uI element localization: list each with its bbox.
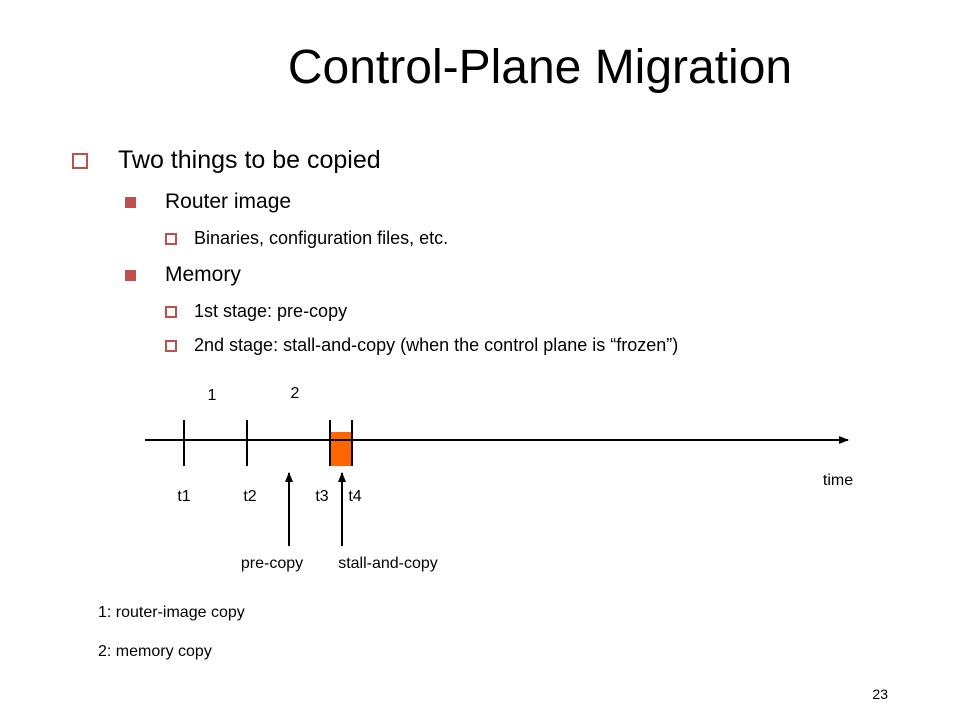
phase-label-2: 2 <box>290 385 300 402</box>
bullet-text: Binaries, configuration files, etc. <box>194 228 449 248</box>
stall-and-copy-label: stall-and-copy <box>338 555 438 572</box>
tick-label-t3: t3 <box>315 488 329 505</box>
tick-label-t4: t4 <box>348 488 362 505</box>
page-number: 23 <box>872 686 888 702</box>
tick-label-t2: t2 <box>243 488 257 505</box>
legend-item-1: 1: router-image copy <box>98 604 245 621</box>
bullet-text: Memory <box>165 263 241 286</box>
stall-block <box>329 432 351 466</box>
tick-label-t1: t1 <box>177 488 191 505</box>
pre-copy-label: pre-copy <box>240 555 304 572</box>
bullet-text: Two things to be copied <box>118 146 381 174</box>
time-axis-label: time <box>822 472 854 489</box>
bullet-text: Router image <box>165 190 292 213</box>
legend-item-2: 2: memory copy <box>98 643 212 660</box>
phase-label-1: 1 <box>207 387 217 404</box>
slide-title: Control-Plane Migration <box>287 41 793 94</box>
bullet-text: 1st stage: pre-copy <box>194 301 348 321</box>
bullet-text: 2nd stage: stall-and-copy (when the control plane is “frozen”) <box>194 335 679 355</box>
